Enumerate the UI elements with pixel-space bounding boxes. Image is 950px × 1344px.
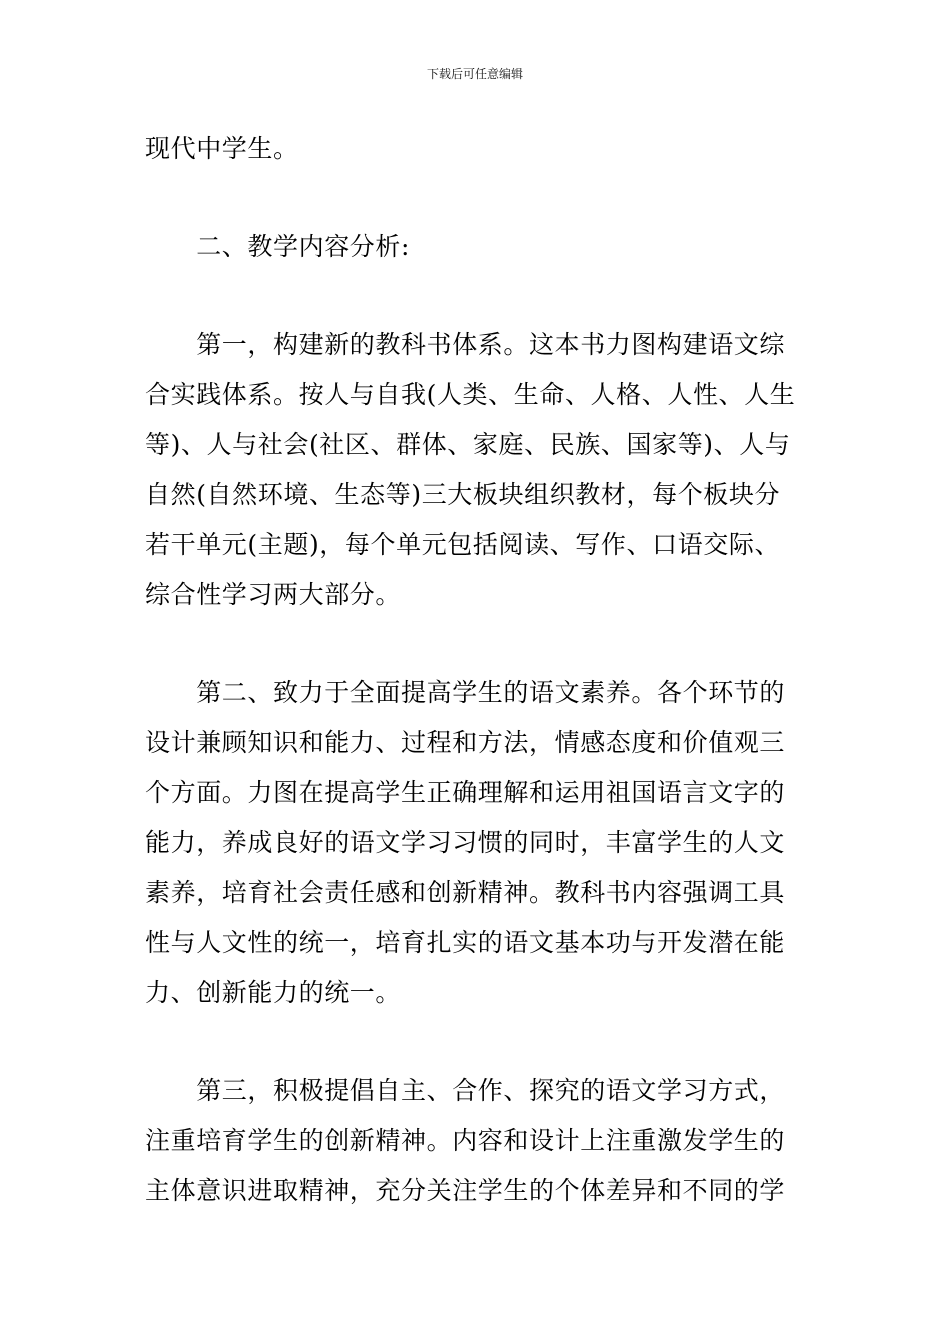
paragraph-second-point <box>145 668 815 1018</box>
text-line: 第三，积极提倡自主、合作、探究的语文学习方式， <box>145 1076 786 1105</box>
paragraph-third-point <box>145 1066 815 1216</box>
paragraph-gap <box>145 174 815 222</box>
text-line: 合实践体系。按人与自我(人类、生命、人格、人性、人生 <box>145 380 796 409</box>
page-header: 下载后可任意编辑 <box>426 67 523 81</box>
paragraph-gap <box>145 272 815 320</box>
text-line: 性与人文性的统一，培育扎实的语文基本功与开发潜在能 <box>145 928 786 957</box>
text-line: 主体意识进取精神，充分关注学生的个体差异和不同的学 <box>145 1176 786 1205</box>
text-line: 自然(自然环境、生态等)三大板块组织教材，每个板块分 <box>145 480 781 509</box>
paragraph-gap <box>145 620 815 668</box>
text-line: 力、创新能力的统一。 <box>145 978 402 1007</box>
text-line: 第二、致力于全面提高学生的语文素养。各个环节的 <box>145 678 786 707</box>
paragraph-fragment-ending <box>145 124 815 174</box>
text-line: 能力，养成良好的语文学习习惯的同时，丰富学生的人文 <box>145 828 786 857</box>
text-line: 等)、人与社会(社区、群体、家庭、民族、国家等)、人与 <box>145 430 791 459</box>
text-line: 设计兼顾知识和能力、过程和方法，情感态度和价值观三 <box>145 728 786 757</box>
text-line: 现代中学生。 <box>145 134 299 163</box>
text-line: 注重培育学生的创新精神。内容和设计上注重激发学生的 <box>145 1126 786 1155</box>
document-body <box>145 124 815 1216</box>
text-line: 综合性学习两大部分。 <box>145 580 402 609</box>
text-line: 二、教学内容分析: <box>145 232 411 261</box>
paragraph-first-point <box>145 320 815 620</box>
text-line: 第一，构建新的教科书体系。这本书力图构建语文综 <box>145 330 786 359</box>
text-line: 若干单元(主题)，每个单元包括阅读、写作、口语交际、 <box>145 530 781 559</box>
paragraph-gap <box>145 1018 815 1066</box>
text-line: 个方面。力图在提高学生正确理解和运用祖国语言文字的 <box>145 778 786 807</box>
section-heading-content-analysis <box>145 222 815 272</box>
text-line: 素养，培育社会责任感和创新精神。教科书内容强调工具 <box>145 878 786 907</box>
